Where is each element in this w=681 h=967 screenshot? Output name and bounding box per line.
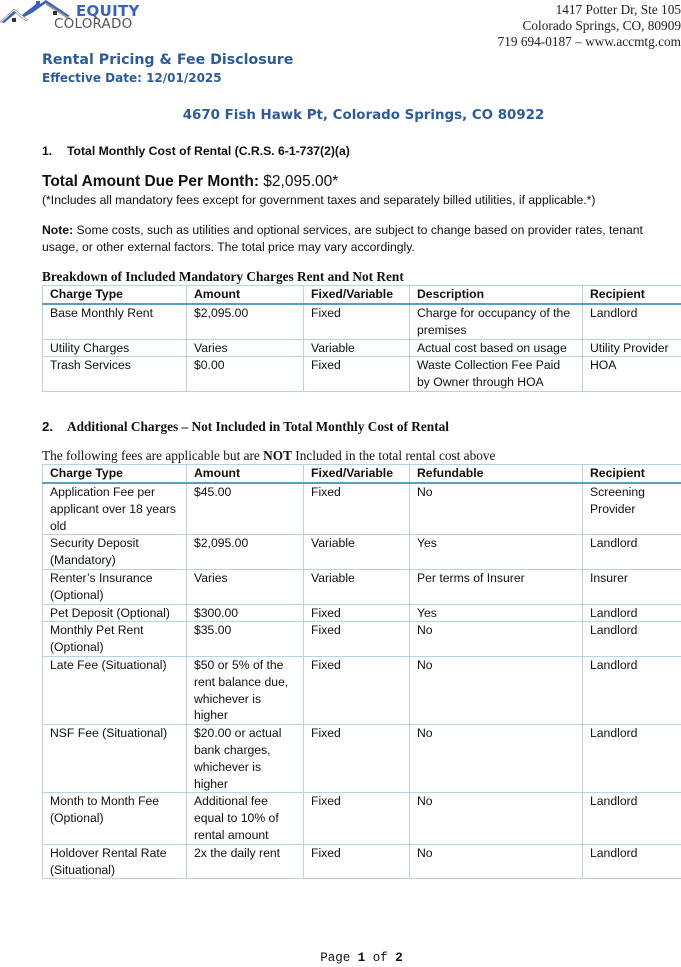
of-word: of	[372, 951, 388, 965]
total-amount-due	[42, 173, 338, 191]
section-title: Total Monthly Cost of Rental (C.R.S. 6-1-737(2)(a)	[67, 144, 350, 158]
table-cell: Fixed	[304, 622, 410, 657]
table-cell: Landlord	[583, 622, 681, 657]
property-address: 4670 Fish Hawk Pt, Colorado Springs, CO 80922	[182, 108, 545, 123]
table-cell: Actual cost based on usage	[410, 339, 583, 357]
table-cell: $35.00	[187, 622, 304, 657]
table-cell: Fixed	[304, 357, 410, 392]
current-page: 1	[357, 951, 366, 965]
table-cell: Utility Provider	[583, 339, 681, 357]
table-cell: Landlord	[583, 725, 681, 793]
table-cell: Utility Charges	[43, 339, 187, 357]
table-cell: HOA	[583, 357, 681, 392]
section-number: 1.	[42, 144, 53, 158]
table-row	[43, 604, 681, 622]
table-cell: NSF Fee (Situational)	[43, 725, 187, 793]
table-cell: Application Fee per applicant over 18 years old	[43, 483, 187, 535]
table-cell: Pet Deposit (Optional)	[43, 604, 187, 622]
column-header: Amount	[187, 286, 304, 305]
section-2-heading	[42, 419, 449, 435]
address-line-street: 1417 Potter Dr, Ste 105	[555, 2, 681, 17]
table-cell: No	[410, 844, 583, 879]
section-1-heading	[42, 144, 350, 158]
table-cell: Variable	[304, 569, 410, 604]
table-cell: No	[410, 725, 583, 793]
table-cell: Fixed	[304, 304, 410, 339]
intro-text: Included in the total rental cost above	[291, 448, 496, 463]
table-cell: No	[410, 656, 583, 724]
table-cell: Screening Provider	[583, 483, 681, 535]
table-row	[43, 535, 681, 570]
column-header: Charge Type	[43, 286, 187, 305]
table-cell: Base Monthly Rent	[43, 304, 187, 339]
table-cell: $45.00	[187, 483, 304, 535]
column-header: Recipient	[583, 465, 681, 484]
column-header: Refundable	[410, 465, 583, 484]
table-cell: 2x the daily rent	[187, 844, 304, 879]
column-header: Fixed/Variable	[304, 286, 410, 305]
table-cell: Security Deposit (Mandatory)	[43, 535, 187, 570]
table-cell: $0.00	[187, 357, 304, 392]
column-header: Charge Type	[43, 465, 187, 484]
table-cell: Charge for occupancy of the premises	[410, 304, 583, 339]
table-cell: No	[410, 793, 583, 844]
includes-note: (*Includes all mandatory fees except for government taxes and separately billed utilities, if applicable.*)	[42, 193, 596, 207]
table-cell: Fixed	[304, 793, 410, 844]
mandatory-charges-table	[42, 285, 681, 392]
table-row	[43, 793, 681, 844]
table-cell: Month to Month Fee (Optional)	[43, 793, 187, 844]
additional-charges-table	[42, 464, 681, 879]
table-cell: Varies	[187, 569, 304, 604]
table-cell: Landlord	[583, 656, 681, 724]
table-cell: No	[410, 622, 583, 657]
table-cell: Additional fee equal to 10% of rental amount	[187, 793, 304, 844]
table-cell: Fixed	[304, 725, 410, 793]
page-word: Page	[320, 951, 351, 965]
pricing-note	[42, 222, 672, 256]
table-cell: Fixed	[304, 656, 410, 724]
total-pages: 2	[395, 951, 403, 965]
table-cell: $20.00 or actual bank charges, whichever is higher	[187, 725, 304, 793]
table-cell: Late Fee (Situational)	[43, 656, 187, 724]
breakdown-title: Breakdown of Included Mandatory Charges Rent and Not Rent	[42, 269, 404, 284]
table-cell: Trash Services	[43, 357, 187, 392]
column-header: Description	[410, 286, 583, 305]
page-footer	[0, 951, 681, 965]
table-cell: Landlord	[583, 535, 681, 570]
table-row	[43, 844, 681, 879]
table-row	[43, 725, 681, 793]
table-row	[43, 357, 681, 392]
additional-fees-intro	[42, 448, 495, 464]
total-value: $2,095.00*	[263, 173, 339, 190]
table-cell: $300.00	[187, 604, 304, 622]
table-row	[43, 622, 681, 657]
table-cell: Fixed	[304, 604, 410, 622]
table-cell: $2,095.00	[187, 535, 304, 570]
column-header: Recipient	[583, 286, 681, 305]
section-number: 2.	[42, 419, 54, 434]
intro-emphasis: NOT	[263, 448, 292, 463]
column-header: Amount	[187, 465, 304, 484]
column-header: Fixed/Variable	[304, 465, 410, 484]
table-cell: Per terms of Insurer	[410, 569, 583, 604]
table-row	[43, 483, 681, 535]
table-header-row	[43, 465, 681, 484]
table-cell: Landlord	[583, 604, 681, 622]
logo-text-colorado: COLORADO	[54, 16, 133, 32]
address-line-contact: 719 694-0187 – www.accmtg.com	[497, 34, 681, 49]
table-cell: Variable	[304, 535, 410, 570]
table-cell: No	[410, 483, 583, 535]
table-cell: $50 or 5% of the rent balance due, whichever is higher	[187, 656, 304, 724]
company-address	[498, 2, 681, 50]
table-cell: Renter’s Insurance (Optional)	[43, 569, 187, 604]
table-cell: Landlord	[583, 793, 681, 844]
note-label: Note:	[42, 223, 74, 237]
table-cell: Fixed	[304, 844, 410, 879]
section-title: Additional Charges – Not Included in Total Monthly Cost of Rental	[67, 419, 449, 434]
company-logo	[0, 0, 140, 32]
table-row	[43, 339, 681, 357]
table-cell: Landlord	[583, 304, 681, 339]
table-cell: Fixed	[304, 483, 410, 535]
table-cell: Yes	[410, 604, 583, 622]
total-label: Total Amount Due Per Month:	[42, 173, 259, 190]
intro-text: The following fees are applicable but are	[42, 448, 264, 463]
table-cell: Insurer	[583, 569, 681, 604]
table-cell: Holdover Rental Rate (Situational)	[43, 844, 187, 879]
table-row	[43, 569, 681, 604]
effective-date: Effective Date: 12/01/2025	[42, 71, 222, 85]
table-cell: Monthly Pet Rent (Optional)	[43, 622, 187, 657]
document-title: Rental Pricing & Fee Disclosure	[42, 52, 294, 68]
table-cell: Varies	[187, 339, 304, 357]
table-cell: Variable	[304, 339, 410, 357]
table-cell: Waste Collection Fee Paid by Owner through HOA	[410, 357, 583, 392]
note-text: Some costs, such as utilities and optional services, are subject to change based on provider rates, tenant usage, or other external factors. The total price may vary accordingly.	[42, 223, 643, 254]
address-line-city: Colorado Springs, CO, 80909	[522, 18, 681, 33]
table-row	[43, 656, 681, 724]
table-row	[43, 304, 681, 339]
table-header-row	[43, 286, 681, 305]
table-cell: Yes	[410, 535, 583, 570]
logo-text-equity: EQUITY	[76, 2, 140, 20]
table-cell: Landlord	[583, 844, 681, 879]
table-cell: $2,095.00	[187, 304, 304, 339]
